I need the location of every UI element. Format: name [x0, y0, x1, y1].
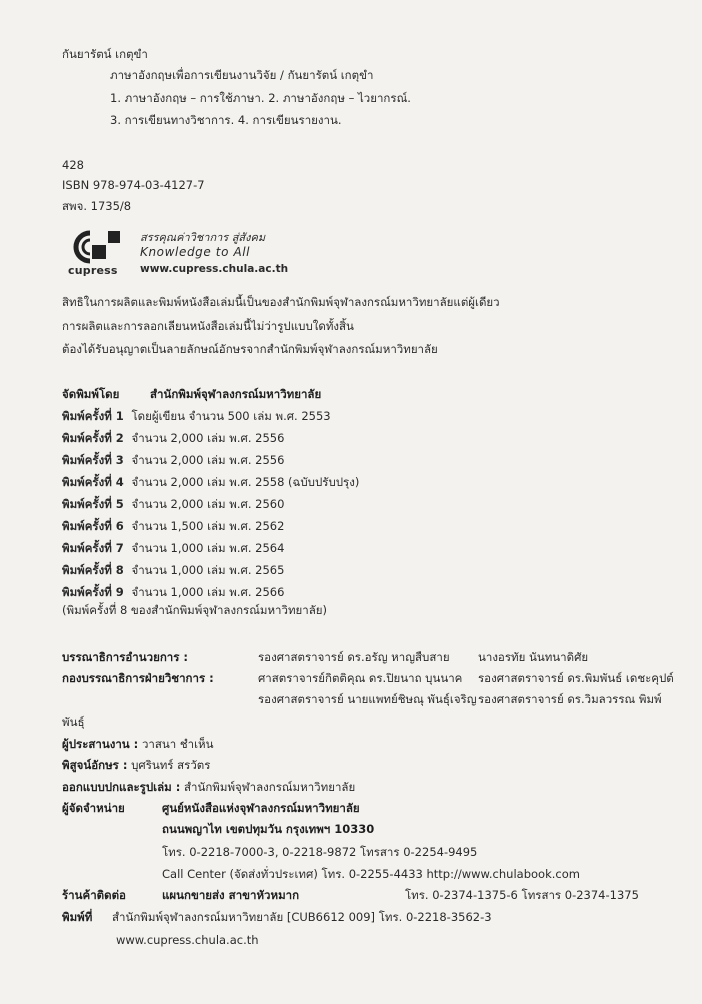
- printing-detail: โดยผู้เขียน จำนวน 500 เล่ม พ.ศ. 2553: [131, 409, 331, 423]
- printing-detail: จำนวน 2,000 เล่ม พ.ศ. 2558 (ฉบับปรับปรุง): [131, 475, 360, 489]
- printing-label: พิมพ์ครั้งที่ 2: [62, 431, 124, 445]
- printing-label: พิมพ์ครั้งที่ 7: [62, 541, 124, 555]
- editor-academic-4-cont: พันธุ์: [62, 715, 85, 729]
- logo-slogan-english: Knowledge to All: [140, 245, 251, 259]
- printing-note: (พิมพ์ครั้งที่ 8 ของสำนักพิมพ์จุฬาลงกรณ์มหาวิทยาลัย): [62, 603, 327, 617]
- designer-row: [62, 780, 355, 795]
- catalog-number: 428: [62, 158, 84, 172]
- printing-row: [62, 497, 284, 512]
- printing-detail: จำนวน 1,000 เล่ม พ.ศ. 2564: [131, 541, 285, 555]
- editor-academic-3: รองศาสตราจารย์ นายแพทย์ชิษณุ พันธุ์เจริญ: [258, 692, 477, 706]
- copyright-line-2: การผลิตและการลอกเลียนหนังสือเล่มนี้ไม่ว่ารูปแบบใดทั้งสิ้น: [62, 319, 354, 333]
- printing-detail: จำนวน 2,000 เล่ม พ.ศ. 2556: [131, 431, 285, 445]
- catalog-subjects-1: 1. ภาษาอังกฤษ – การใช้ภาษา. 2. ภาษาอังกฤษ – ไวยากรณ์.: [110, 91, 411, 105]
- catalog-code: สพจ. 1735/8: [62, 199, 132, 213]
- catalog-subjects-2: 3. การเขียนทางวิชาการ. 4. การเขียนรายงาน.: [110, 113, 342, 127]
- printing-row: [62, 475, 359, 490]
- printing-detail: จำนวน 1,000 เล่ม พ.ศ. 2566: [131, 585, 285, 599]
- designer-label: ออกแบบปกและรูปเล่ม :: [62, 780, 181, 794]
- editor-academic-4: รองศาสตราจารย์ ดร.วิมลวรรณ พิมพ์: [478, 692, 662, 706]
- printing-label: พิมพ์ครั้งที่ 9: [62, 585, 124, 599]
- catalog-isbn: ISBN 978-974-03-4127-7: [62, 178, 205, 192]
- proofreader-label: พิสูจน์อักษร :: [62, 758, 128, 772]
- printing-label: พิมพ์ครั้งที่ 5: [62, 497, 124, 511]
- logo-url: www.cupress.chula.ac.th: [140, 263, 289, 275]
- copyright-line-3: ต้องได้รับอนุญาตเป็นลายลักษณ์อักษรจากสำนักพิมพ์จุฬาลงกรณ์มหาวิทยาลัย: [62, 342, 438, 356]
- printing-row: [62, 563, 284, 578]
- printing-detail: จำนวน 1,500 เล่ม พ.ศ. 2562: [131, 519, 285, 533]
- printing-detail: จำนวน 2,000 เล่ม พ.ศ. 2556: [131, 453, 285, 467]
- catalog-title: ภาษาอังกฤษเพื่อการเขียนงานวิจัย / กันยารัตน์ เกตุขำ: [110, 68, 374, 82]
- catalog-author: กันยารัตน์ เกตุขำ: [62, 47, 148, 61]
- printer-label: พิมพ์ที่: [62, 910, 93, 924]
- printing-row: [62, 519, 284, 534]
- printing-label: พิมพ์ครั้งที่ 6: [62, 519, 124, 533]
- distributor-call-center: Call Center (จัดส่งทั่วประเทศ) โทร. 0-2255-4433 http://www.chulabook.com: [162, 867, 580, 881]
- cupress-logo-icon: [68, 229, 124, 265]
- proofreader-name: บุศรินทร์ สรวัตร: [131, 758, 211, 772]
- distributor-address: ถนนพญาไท เขตปทุมวัน กรุงเทพฯ 10330: [162, 822, 375, 836]
- printer-website: www.cupress.chula.ac.th: [116, 933, 259, 947]
- distributor-name: ศูนย์หนังสือแห่งจุฬาลงกรณ์มหาวิทยาลัย: [162, 801, 360, 815]
- published-by-label: จัดพิมพ์โดย: [62, 387, 120, 401]
- printing-detail: จำนวน 2,000 เล่ม พ.ศ. 2560: [131, 497, 285, 511]
- printing-row: [62, 409, 331, 424]
- printing-label: พิมพ์ครั้งที่ 1: [62, 409, 124, 423]
- printing-row: [62, 541, 284, 556]
- distributor-phone: โทร. 0-2218-7000-3, 0-2218-9872 โทรสาร 0-2254-9495: [162, 845, 478, 859]
- printing-label: พิมพ์ครั้งที่ 8: [62, 563, 124, 577]
- editor-director-1: รองศาสตราจารย์ ดร.อรัญ หาญสืบสาย: [258, 650, 450, 664]
- coordinator-name: วาสนา ชำเห็น: [141, 737, 214, 751]
- published-by: สำนักพิมพ์จุฬาลงกรณ์มหาวิทยาลัย: [150, 387, 322, 401]
- printing-label: พิมพ์ครั้งที่ 4: [62, 475, 124, 489]
- wholesale-phone: โทร. 0-2374-1375-6 โทรสาร 0-2374-1375: [405, 888, 639, 902]
- distributor-label: ผู้จัดจำหน่าย: [62, 801, 125, 815]
- printing-row: [62, 453, 284, 468]
- editor-director-2: นางอรทัย นันทนาดิศัย: [478, 650, 589, 664]
- coordinator-row: [62, 737, 213, 752]
- printing-row: [62, 585, 284, 600]
- printing-row: [62, 431, 284, 446]
- coordinator-label: ผู้ประสานงาน :: [62, 737, 139, 751]
- printing-detail: จำนวน 1,000 เล่ม พ.ศ. 2565: [131, 563, 285, 577]
- proofreader-row: [62, 758, 210, 773]
- editor-director-label: บรรณาธิการอำนวยการ :: [62, 650, 189, 664]
- editor-academic-label: กองบรรณาธิการฝ่ายวิชาการ :: [62, 671, 214, 685]
- wholesale-label: ร้านค้าติดต่อ: [62, 888, 126, 902]
- editor-academic-1: ศาสตราจารย์กิตติคุณ ดร.ปิยนาถ บุนนาค: [258, 671, 463, 685]
- editor-academic-2: รองศาสตราจารย์ ดร.พิมพันธ์ เดชะคุปต์: [478, 671, 674, 685]
- wholesale-branch: แผนกขายส่ง สาขาหัวหมาก: [162, 888, 300, 902]
- printing-label: พิมพ์ครั้งที่ 3: [62, 453, 124, 467]
- logo-name: cupress: [68, 264, 118, 277]
- copyright-line-1: สิทธิในการผลิตและพิมพ์หนังสือเล่มนี้เป็นของสำนักพิมพ์จุฬาลงกรณ์มหาวิทยาลัยแต่ผู้เดียว: [62, 295, 500, 309]
- logo-slogan-thai: สรรคุณค่าวิชาการ สู่สังคม: [140, 231, 266, 244]
- printer-name: สำนักพิมพ์จุฬาลงกรณ์มหาวิทยาลัย [CUB6612 009] โทร. 0-2218-3562-3: [112, 910, 492, 924]
- designer-name: สำนักพิมพ์จุฬาลงกรณ์มหาวิทยาลัย: [183, 780, 356, 794]
